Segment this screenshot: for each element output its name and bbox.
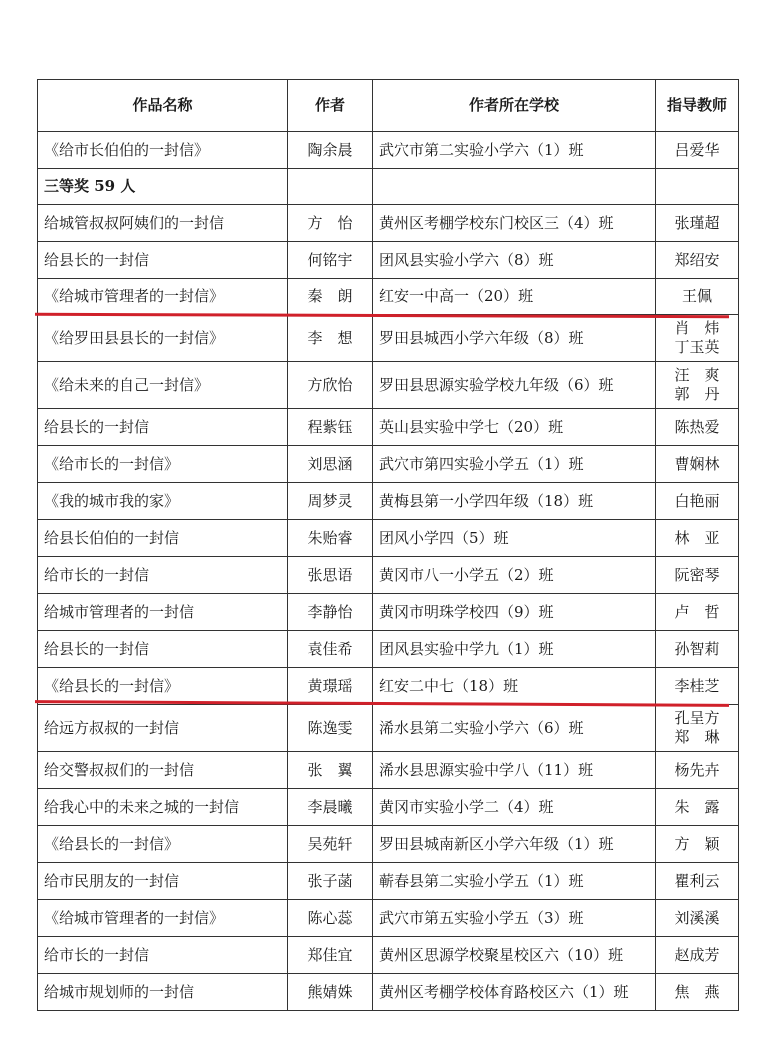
section-label: 三等奖 59 人 bbox=[38, 169, 288, 205]
teacher-names bbox=[656, 520, 739, 557]
teacher-name: 刘溪溪 bbox=[674, 908, 720, 927]
empty-cell bbox=[288, 169, 373, 205]
work-title: 《给市长的一封信》 bbox=[38, 446, 288, 483]
teacher-name: 张瑾超 bbox=[674, 213, 720, 232]
work-title: 给县长的一封信 bbox=[38, 242, 288, 279]
teacher-name: 郭 丹 bbox=[674, 385, 720, 403]
school-name: 黄州区考棚学校东门校区三（4）班 bbox=[373, 205, 656, 242]
author-name: 张思语 bbox=[288, 557, 373, 594]
author-name: 何铭宇 bbox=[288, 242, 373, 279]
header-author: 作者 bbox=[288, 80, 373, 132]
author-name: 周梦灵 bbox=[288, 483, 373, 520]
teacher-names bbox=[656, 668, 739, 705]
school-name: 团风小学四（5）班 bbox=[373, 520, 656, 557]
work-title: 《给城市管理者的一封信》 bbox=[38, 279, 288, 315]
teacher-names bbox=[656, 279, 739, 315]
school-name: 黄冈市明珠学校四（9）班 bbox=[373, 594, 656, 631]
teacher-names bbox=[656, 826, 739, 863]
teacher-names bbox=[656, 409, 739, 446]
teacher-name: 肖 炜 bbox=[674, 319, 720, 337]
author-name: 刘思涵 bbox=[288, 446, 373, 483]
work-title: 给城市规划师的一封信 bbox=[38, 974, 288, 1011]
teacher-name: 瞿利云 bbox=[674, 871, 720, 890]
teacher-name: 李桂芝 bbox=[674, 676, 720, 695]
teacher-names bbox=[656, 205, 739, 242]
author-name: 李晨曦 bbox=[288, 789, 373, 826]
work-title: 《给罗田县县长的一封信》 bbox=[38, 315, 288, 362]
teacher-name: 曹娴林 bbox=[674, 454, 720, 473]
author-name: 朱贻睿 bbox=[288, 520, 373, 557]
school-name: 团风县实验中学九（1）班 bbox=[373, 631, 656, 668]
author-name: 陶余晨 bbox=[288, 132, 373, 169]
teacher-names bbox=[656, 557, 739, 594]
school-name: 红安一中高一（20）班 bbox=[373, 279, 656, 315]
author-name: 张子菡 bbox=[288, 863, 373, 900]
teacher-name: 吕爱华 bbox=[674, 140, 720, 159]
table-row bbox=[38, 826, 739, 863]
header-teacher: 指导教师 bbox=[656, 80, 739, 132]
teacher-names bbox=[656, 789, 739, 826]
table-row bbox=[38, 242, 739, 279]
work-title: 给远方叔叔的一封信 bbox=[38, 705, 288, 752]
school-name: 武穴市第四实验小学五（1）班 bbox=[373, 446, 656, 483]
table-row bbox=[38, 974, 739, 1011]
teacher-names bbox=[656, 132, 739, 169]
header-school: 作者所在学校 bbox=[373, 80, 656, 132]
teacher-name: 焦 燕 bbox=[674, 982, 720, 1001]
school-name: 黄冈市实验小学二（4）班 bbox=[373, 789, 656, 826]
teacher-names bbox=[656, 594, 739, 631]
school-name: 蕲春县第二实验小学五（1）班 bbox=[373, 863, 656, 900]
work-title: 《给县长的一封信》 bbox=[38, 826, 288, 863]
table-body bbox=[38, 132, 739, 1011]
teacher-names bbox=[656, 900, 739, 937]
author-name: 陈心蕊 bbox=[288, 900, 373, 937]
teacher-name: 方 颖 bbox=[674, 834, 720, 853]
school-name: 罗田县城南新区小学六年级（1）班 bbox=[373, 826, 656, 863]
teacher-name: 阮密琴 bbox=[674, 565, 720, 584]
header-name: 作品名称 bbox=[38, 80, 288, 132]
teacher-names bbox=[656, 937, 739, 974]
school-name: 罗田县思源实验学校九年级（6）班 bbox=[373, 362, 656, 409]
table-row bbox=[38, 315, 739, 362]
author-name: 李静怡 bbox=[288, 594, 373, 631]
table-row bbox=[38, 631, 739, 668]
work-title: 《给市长伯伯的一封信》 bbox=[38, 132, 288, 169]
teacher-names bbox=[656, 242, 739, 279]
table-row bbox=[38, 863, 739, 900]
author-name: 方 怡 bbox=[288, 205, 373, 242]
work-title: 给城市管理者的一封信 bbox=[38, 594, 288, 631]
author-name: 黄璟瑶 bbox=[288, 668, 373, 705]
school-name: 罗田县城西小学六年级（8）班 bbox=[373, 315, 656, 362]
table-row bbox=[38, 483, 739, 520]
table-row bbox=[38, 446, 739, 483]
author-name: 李 想 bbox=[288, 315, 373, 362]
work-title: 给我心中的未来之城的一封信 bbox=[38, 789, 288, 826]
table-row bbox=[38, 205, 739, 242]
table-row bbox=[38, 557, 739, 594]
table-row bbox=[38, 668, 739, 705]
section-row bbox=[38, 169, 739, 205]
work-title: 《给城市管理者的一封信》 bbox=[38, 900, 288, 937]
teacher-name: 丁玉英 bbox=[674, 338, 720, 356]
author-name: 张 翼 bbox=[288, 752, 373, 789]
author-name: 秦 朗 bbox=[288, 279, 373, 315]
school-name: 黄州区思源学校聚星校区六（10）班 bbox=[373, 937, 656, 974]
school-name: 黄梅县第一小学四年级（18）班 bbox=[373, 483, 656, 520]
header-row bbox=[38, 80, 739, 132]
author-name: 方欣怡 bbox=[288, 362, 373, 409]
teacher-name: 孔呈方 bbox=[674, 709, 720, 727]
teacher-names bbox=[656, 631, 739, 668]
table-row bbox=[38, 937, 739, 974]
table-row bbox=[38, 520, 739, 557]
table-row bbox=[38, 409, 739, 446]
teacher-name: 朱 露 bbox=[674, 797, 720, 816]
table-row bbox=[38, 362, 739, 409]
author-name: 陈逸雯 bbox=[288, 705, 373, 752]
teacher-name: 郑绍安 bbox=[674, 250, 720, 269]
teacher-name: 赵成芳 bbox=[674, 945, 720, 964]
award-table bbox=[37, 79, 739, 1011]
school-name: 浠水县第二实验小学六（6）班 bbox=[373, 705, 656, 752]
teacher-names bbox=[656, 863, 739, 900]
school-name: 浠水县思源实验中学八（11）班 bbox=[373, 752, 656, 789]
school-name: 黄州区考棚学校体育路校区六（1）班 bbox=[373, 974, 656, 1011]
school-name: 团风县实验小学六（8）班 bbox=[373, 242, 656, 279]
teacher-name: 王佩 bbox=[681, 287, 712, 305]
work-title: 给城管叔叔阿姨们的一封信 bbox=[38, 205, 288, 242]
teacher-name: 杨先卉 bbox=[674, 760, 720, 779]
work-title: 给县长的一封信 bbox=[38, 409, 288, 446]
author-name: 程紫钰 bbox=[288, 409, 373, 446]
work-title: 给交警叔叔们的一封信 bbox=[38, 752, 288, 789]
work-title: 给县长的一封信 bbox=[38, 631, 288, 668]
table-row bbox=[38, 752, 739, 789]
teacher-names bbox=[656, 752, 739, 789]
school-name: 英山县实验中学七（20）班 bbox=[373, 409, 656, 446]
author-name: 吴苑轩 bbox=[288, 826, 373, 863]
table-row bbox=[38, 594, 739, 631]
teacher-names bbox=[656, 446, 739, 483]
author-name: 郑佳宜 bbox=[288, 937, 373, 974]
work-title: 《给未来的自己一封信》 bbox=[38, 362, 288, 409]
school-name: 武穴市第二实验小学六（1）班 bbox=[373, 132, 656, 169]
work-title: 《给县长的一封信》 bbox=[38, 668, 288, 705]
teacher-name: 汪 爽 bbox=[674, 366, 720, 384]
empty-cell bbox=[373, 169, 656, 205]
teacher-name: 白艳丽 bbox=[674, 491, 720, 510]
teacher-name: 郑 琳 bbox=[674, 728, 720, 746]
author-name: 熊婧姝 bbox=[288, 974, 373, 1011]
teacher-name: 林 亚 bbox=[674, 528, 720, 547]
work-title: 给县长伯伯的一封信 bbox=[38, 520, 288, 557]
author-name: 袁佳希 bbox=[288, 631, 373, 668]
teacher-name: 卢 哲 bbox=[674, 602, 720, 621]
table-row bbox=[38, 705, 739, 752]
teacher-names bbox=[656, 483, 739, 520]
work-title: 《我的城市我的家》 bbox=[38, 483, 288, 520]
teacher-names bbox=[656, 315, 739, 362]
table-row bbox=[38, 789, 739, 826]
teacher-name: 陈热爱 bbox=[674, 417, 720, 436]
table-row bbox=[38, 132, 739, 169]
table-row bbox=[38, 279, 739, 315]
work-title: 给市长的一封信 bbox=[38, 557, 288, 594]
teacher-names bbox=[656, 362, 739, 409]
teacher-name: 孙智莉 bbox=[674, 639, 720, 658]
teacher-names bbox=[656, 974, 739, 1011]
school-name: 红安二中七（18）班 bbox=[373, 668, 656, 705]
empty-cell bbox=[656, 169, 739, 205]
school-name: 武穴市第五实验小学五（3）班 bbox=[373, 900, 656, 937]
school-name: 黄冈市八一小学五（2）班 bbox=[373, 557, 656, 594]
teacher-names bbox=[656, 705, 739, 752]
work-title: 给市民朋友的一封信 bbox=[38, 863, 288, 900]
table-row bbox=[38, 900, 739, 937]
work-title: 给市长的一封信 bbox=[38, 937, 288, 974]
